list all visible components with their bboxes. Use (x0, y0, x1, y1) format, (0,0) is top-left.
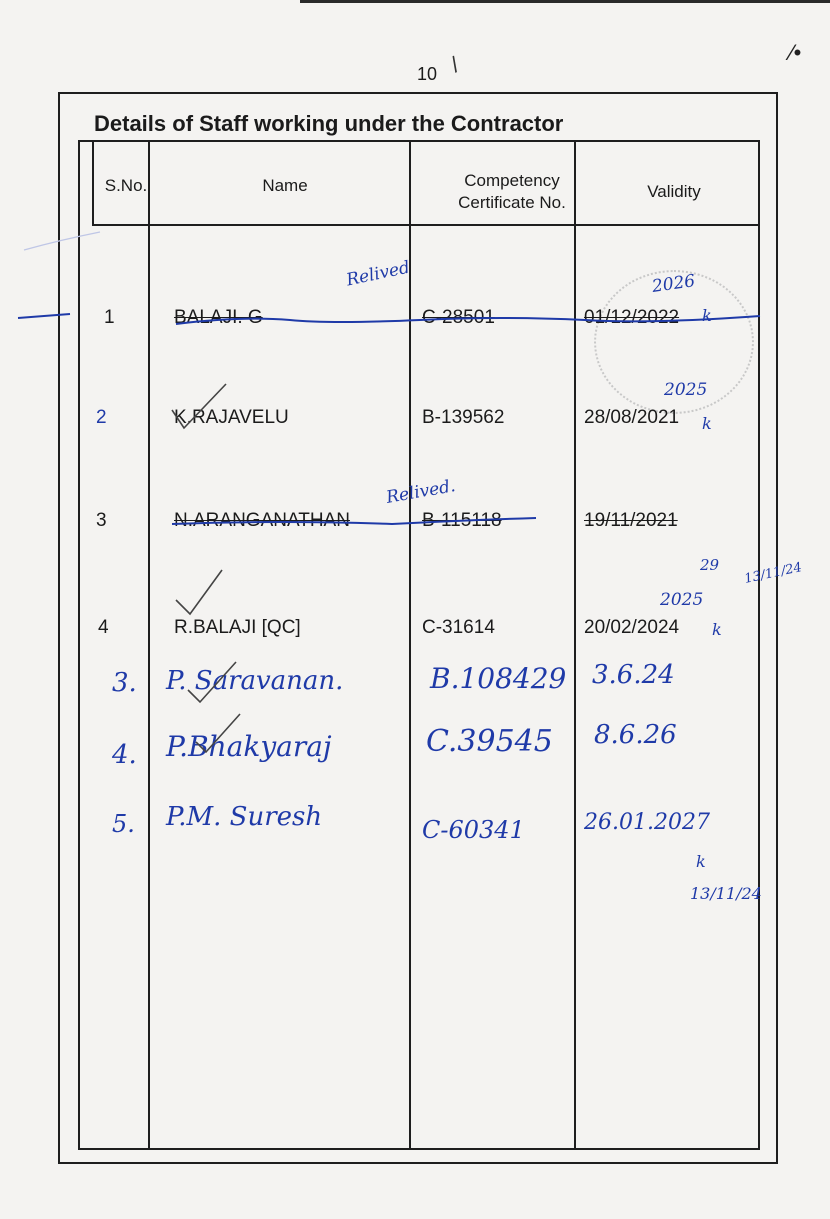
row-3-name: N.ARANGANATHAN (174, 510, 350, 531)
initial-row-1: k (702, 306, 712, 325)
initial-row-4: k (712, 620, 722, 639)
relived-note-row-3: Relived. (384, 476, 457, 508)
row-2-cert: B-139562 (422, 407, 505, 428)
row-4-sno: 4 (98, 617, 109, 638)
hand-row-1-cert: B.108429 (430, 662, 567, 695)
column-divider-cert (574, 140, 576, 1148)
row-2-name: K.RAJAVELU (174, 407, 289, 428)
hand-row-2-cert: C.39545 (426, 724, 553, 759)
hand-row-3-cert: C-60341 (422, 816, 525, 844)
date-note-a: 13/11/24 (743, 560, 804, 587)
row-4-validity: 20/02/2024 (584, 617, 680, 638)
row-2-validity: 28/08/2021 (584, 407, 680, 428)
hand-row-2-validity: 8.6.26 (594, 720, 677, 750)
tick-mark-icon: / (446, 51, 463, 78)
row-3-cert: B-115118 (422, 510, 502, 531)
hand-row-3-sno: 5. (112, 810, 135, 838)
column-divider-name (409, 140, 411, 1148)
row-4-cert: C-31614 (422, 617, 495, 638)
row-1-validity: 01/12/2022 (584, 307, 680, 328)
row-3-sno: 3 (96, 510, 107, 531)
header-competency (422, 170, 602, 214)
row-1-name: BALAJI. G (174, 307, 263, 328)
header-competency-line2: Certificate No. (458, 193, 566, 212)
header-name: Name (262, 176, 308, 195)
hand-row-1-sno: 3. (112, 668, 137, 698)
table-left-border (92, 140, 94, 226)
row-2-sno: 2 (96, 407, 107, 428)
row-4-name: R.BALAJI [QC] (174, 617, 301, 638)
header-sno: S.No. (104, 176, 148, 195)
year-note-row-2: 2025 (664, 380, 708, 400)
header-divider (92, 224, 758, 226)
hand-row-3-validity: 26.01.2027 (584, 810, 710, 835)
hand-row-3-name: P.M. Suresh (166, 802, 323, 832)
header-competency-line1: Competency (464, 171, 560, 190)
date-note-b: 13/11/24 (690, 884, 762, 903)
hand-row-1-validity: 3.6.24 (592, 660, 675, 690)
initial-row-5: k (696, 852, 706, 871)
year-note-row-4: 2025 (660, 590, 704, 610)
row-1-cert: C-28501 (422, 307, 495, 328)
hand-row-2-sno: 4. (112, 740, 137, 770)
hand-row-2-name: P.Bhakyaraj (166, 730, 332, 763)
hand-row-1-name: P. Saravanan. (166, 666, 344, 696)
column-divider-sno (148, 140, 150, 1148)
document-title: Details of Staff working under the Contractor (94, 111, 564, 136)
page-number: 10 (417, 64, 438, 84)
row-3-validity: 19/11/2021 (584, 510, 678, 531)
relived-note-row-1: Relived (344, 257, 412, 291)
row-1-sno: 1 (104, 307, 115, 328)
year-note-row-1: 2026 (650, 271, 697, 297)
header-validity: Validity (647, 182, 701, 201)
corner-mark-icon: ⁄• (790, 40, 802, 65)
top-edge-line (300, 0, 830, 3)
initial-row-2: k (702, 414, 712, 433)
num-29-note: 29 (700, 556, 720, 574)
